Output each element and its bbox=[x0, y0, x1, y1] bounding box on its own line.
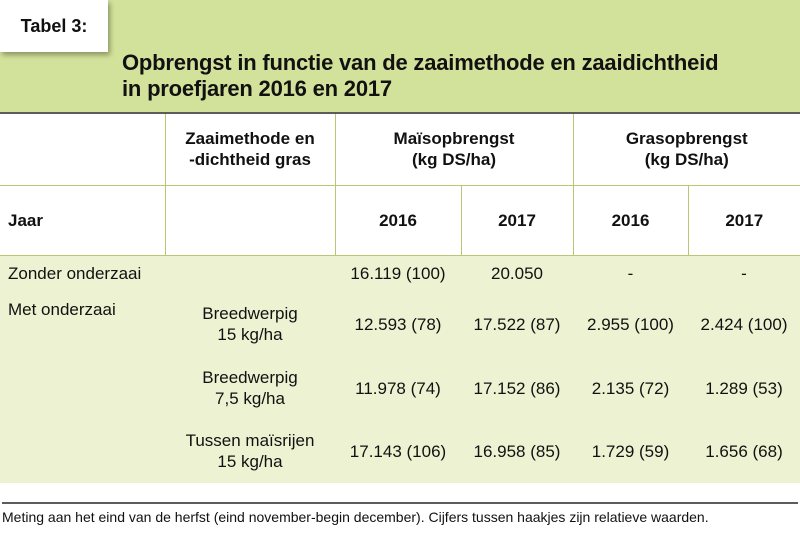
cell-gras-2016: - bbox=[573, 255, 688, 291]
cell-mais-2016: 17.143 (106) bbox=[335, 419, 461, 483]
yield-table bbox=[0, 112, 800, 483]
cell-gras-2016: 1.729 (59) bbox=[573, 419, 688, 483]
cell-gras-2016: 2.135 (72) bbox=[573, 357, 688, 419]
cell-mais-2016: 12.593 (78) bbox=[335, 291, 461, 357]
cell-mais-2016: 11.978 (74) bbox=[335, 357, 461, 419]
title-line-1: Opbrengst in functie van de zaaimethode en zaaidichtheid bbox=[122, 50, 719, 75]
header-method: Zaaimethode en -dichtheid gras bbox=[165, 113, 335, 185]
cell-mais-2017: 20.050 bbox=[461, 255, 573, 291]
header-gras-2017: 2017 bbox=[688, 185, 800, 255]
row-method: Breedwerpig 15 kg/ha bbox=[165, 291, 335, 357]
header-empty-method bbox=[165, 185, 335, 255]
cell-gras-2017: 1.289 (53) bbox=[688, 357, 800, 419]
header-row-1 bbox=[0, 113, 800, 185]
header-mais: Maïsopbrengst (kg DS/ha) bbox=[335, 113, 573, 185]
row-method: Breedwerpig 7,5 kg/ha bbox=[165, 357, 335, 419]
header-gras: Grasopbrengst (kg DS/ha) bbox=[573, 113, 800, 185]
row-label: Zonder onderzaai bbox=[0, 255, 165, 291]
cell-gras-2017: 1.656 (68) bbox=[688, 419, 800, 483]
cell-mais-2016: 16.119 (100) bbox=[335, 255, 461, 291]
cell-mais-2017: 16.958 (85) bbox=[461, 419, 573, 483]
table-title bbox=[122, 50, 792, 102]
cell-gras-2016: 2.955 (100) bbox=[573, 291, 688, 357]
row-label bbox=[0, 419, 165, 483]
table-row bbox=[0, 255, 800, 291]
row-method bbox=[165, 255, 335, 291]
table-row bbox=[0, 291, 800, 357]
footnote: Meting aan het eind van de herfst (eind november-begin december). Cijfers tussen haakjes zijn relatieve waarden. bbox=[2, 502, 798, 526]
title-line-2: in proefjaren 2016 en 2017 bbox=[122, 76, 392, 101]
cell-mais-2017: 17.522 (87) bbox=[461, 291, 573, 357]
table-row bbox=[0, 419, 800, 483]
header-jaar: Jaar bbox=[0, 185, 165, 255]
cell-gras-2017: 2.424 (100) bbox=[688, 291, 800, 357]
header-mais-2017: 2017 bbox=[461, 185, 573, 255]
table-number-tag: Tabel 3: bbox=[0, 0, 108, 52]
cell-mais-2017: 17.152 (86) bbox=[461, 357, 573, 419]
row-label: Met onderzaai bbox=[0, 291, 165, 357]
table-row bbox=[0, 357, 800, 419]
row-label bbox=[0, 357, 165, 419]
header-empty-cell bbox=[0, 113, 165, 185]
header-gras-2016: 2016 bbox=[573, 185, 688, 255]
header-mais-2016: 2016 bbox=[335, 185, 461, 255]
row-method: Tussen maïsrijen 15 kg/ha bbox=[165, 419, 335, 483]
header-row-2 bbox=[0, 185, 800, 255]
cell-gras-2017: - bbox=[688, 255, 800, 291]
